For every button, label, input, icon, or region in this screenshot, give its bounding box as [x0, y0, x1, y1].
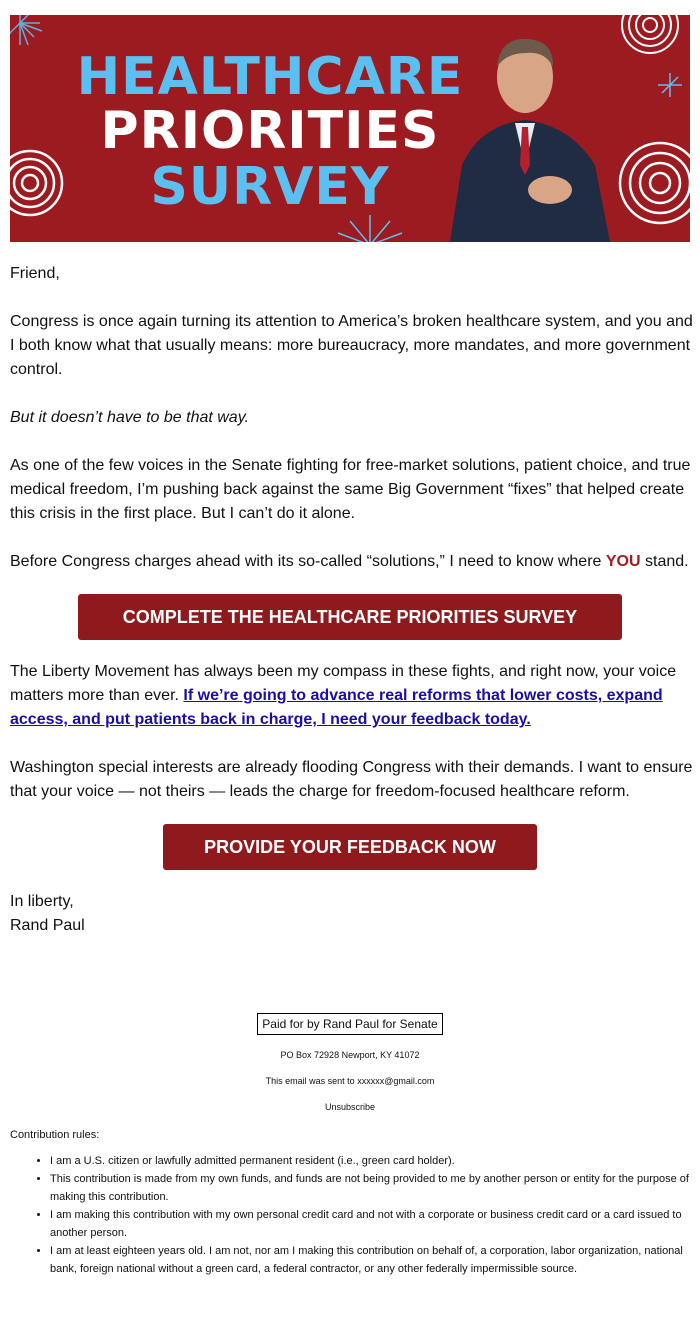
paragraph-stand-pre: Before Congress charges ahead with its so-called “solutions,” I need to know where	[10, 553, 606, 570]
greeting: Friend,	[10, 265, 60, 282]
paragraph-liberty-text: The Liberty Movement has always been my compass in these fights, and right now, your voice matters more than ever.	[10, 663, 677, 704]
survey-banner[interactable]	[10, 15, 690, 242]
paid-for-disclaimer: Paid for by Rand Paul for Senate	[257, 1013, 443, 1035]
firework-icon	[658, 73, 682, 97]
you-emphasis: YOU	[605, 553, 641, 570]
paragraph-stand-post: stand.	[640, 553, 689, 570]
footer-sent-to: This email was sent to xxxxxx@gmail.com	[265, 1076, 435, 1086]
list-item: • I am a U.S. citizen or lawfully admitted permanent resident (i.e., green card holder).	[50, 1152, 700, 1170]
paragraph-senate: As one of the few voices in the Senate fighting for free-market solutions, patient choice, and true medical freedom, I’m pushing back against the same Big Government “fixes” that helped create this crisis in the first place. But I can’t do it alone.	[10, 457, 691, 522]
paragraph-intro: Congress is once again turning its attention to America’s broken healthcare system, and you and I both know what that usually means: more bureaucracy, more mandates, and more government control.	[10, 313, 693, 378]
signoff-name: Rand Paul	[10, 917, 85, 934]
banner-title-line3: SURVEY	[150, 157, 390, 217]
signoff-closing: In liberty,	[10, 893, 74, 910]
list-item: • I am at least eighteen years old. I am not, nor am I making this contribution on behalf of, a corporation, labor organization, national bank, foreign national without a green card, a federal contractor, or any other federally impermissible source.	[50, 1242, 700, 1278]
paragraph-liberty	[10, 660, 694, 732]
contribution-rules-heading: Contribution rules:	[10, 1129, 100, 1141]
paragraph-italic: But it doesn’t have to be that way.	[10, 409, 249, 426]
provide-feedback-button[interactable]: PROVIDE YOUR FEEDBACK NOW	[163, 824, 537, 870]
unsubscribe-link[interactable]: Unsubscribe	[324, 1102, 376, 1112]
feedback-link[interactable]: If we’re going to advance real reforms that lower costs, expand access, and put patients back in charge, I need your feedback today.	[10, 687, 663, 728]
list-item: • I am making this contribution with my own personal credit card and not with a corporate or business credit card or a card issued to another person.	[50, 1206, 700, 1242]
firework-icon	[338, 215, 402, 242]
complete-survey-button[interactable]: COMPLETE THE HEALTHCARE PRIORITIES SURVEY	[78, 594, 622, 640]
contribution-rules-list	[30, 1152, 700, 1278]
firework-icon	[10, 15, 42, 45]
concentric-circles-icon	[620, 143, 690, 223]
banner-title-line1: HEALTHCARE	[76, 47, 464, 107]
banner-title-line2: PRIORITIES	[100, 101, 440, 161]
paragraph-washington: Washington special interests are already flooding Congress with their demands. I want to ensure that your voice — not theirs — leads the charge for freedom-focused healthcare reform.	[10, 759, 693, 800]
footer-address: PO Box 72928 Newport, KY 41072	[280, 1050, 420, 1060]
list-item: • This contribution is made from my own funds, and funds are not being provided to me by another person or entity for the purpose of making this contribution.	[50, 1170, 700, 1206]
paragraph-stand	[10, 550, 694, 574]
concentric-circles-icon	[622, 15, 678, 53]
